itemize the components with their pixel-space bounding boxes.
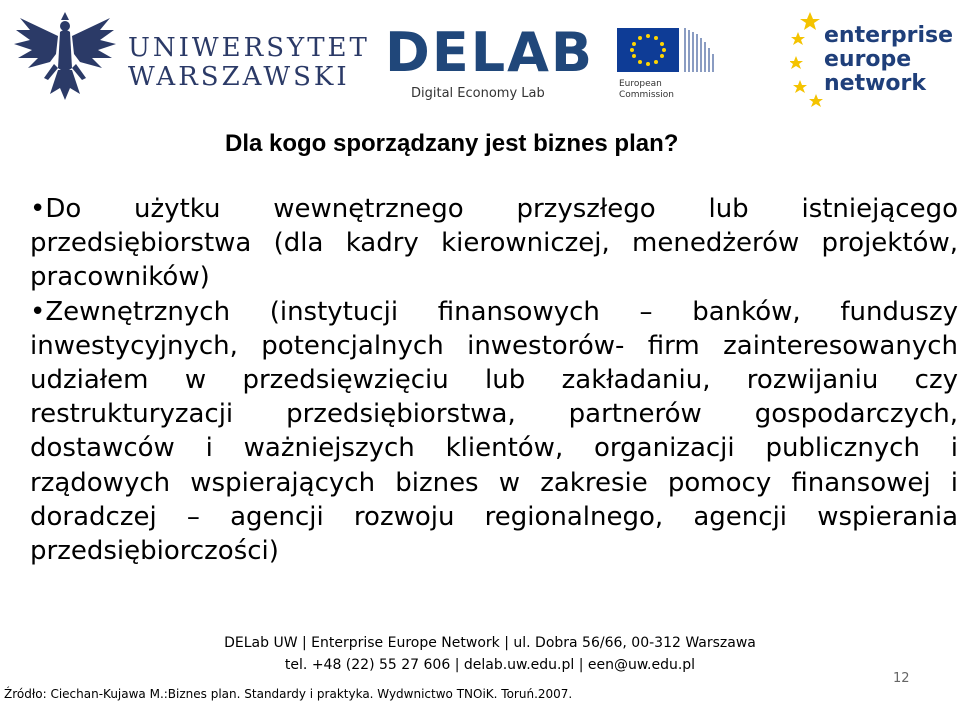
eu-flag-icon: [615, 24, 725, 104]
slide-title: Dla kogo sporządzany jest biznes plan?: [225, 130, 679, 157]
bullet-text: Do użytku wewnętrznego przyszłego lub istniejącego przedsiębiorstwa (dla kadry kierowniczej, menedżerów projektów, pracowników): [30, 194, 958, 293]
footer-contact: [200, 632, 780, 676]
footer-line2: tel. +48 (22) 55 27 606 | delab.uw.edu.pl | een@uw.edu.pl: [284, 657, 696, 673]
delab-subtitle: Digital Economy Lab: [411, 86, 545, 101]
enterprise-europe-network-logo: [790, 10, 960, 110]
european-commission-logo: [615, 24, 725, 104]
bullet-text: Zewnętrznych (instytucji finansowych – banków, funduszy inwestycyjnych, potencjalnych inwestorów- firm zainteresowanych udziałem w przedsięwzięciu lub zakładaniu, rozwijaniu czy restrukturyzacji przedsiębiorstwa, partnerów gospodarczych, dostawców i ważniejszych klientów, organizacji publicznych i rządowych wspierających biznes w zakresie pomocy finansowej i doradczej – agencji rozwoju regionalnego, agencji wspierania przedsiębiorczości): [30, 296, 958, 567]
delab-wordmark: DELAB: [385, 21, 595, 84]
bullet-item: •Do użytku wewnętrznego przyszłego lub istniejącego przedsiębiorstwa (dla kadry kierowniczej, menedżerów projektów, pracowników): [30, 194, 958, 293]
een-line2: europe: [824, 46, 912, 72]
uw-wordmark: [128, 34, 370, 91]
een-line3: network: [824, 70, 927, 96]
een-wordmark: [824, 24, 953, 95]
een-line1: enterprise: [824, 23, 954, 48]
uw-eagle-icon: [10, 4, 120, 114]
ec-line2: Commission: [619, 90, 674, 100]
uw-line2: WARSZAWSKI: [128, 61, 350, 92]
bullet-item: •Zewnętrznych (instytucji finansowych – banków, funduszy inwestycyjnych, potencjalnych inwestorów- firm zainteresowanych udziałem w przedsięwzięciu lub zakładaniu, rozwijaniu czy restrukturyzacji przedsiębiorstwa, partnerów gospodarczych, dostawców i ważniejszych klientów, organizacji publicznych i rządowych wspierających biznes w zakresie pomocy finansowej i doradczej – agencji rozwoju regionalnego, agencji wspierania przedsiębiorczości): [30, 296, 958, 567]
delab-logo: [385, 21, 595, 106]
source-citation: Źródło: Ciechan-Kujawa M.:Biznes plan. Standardy i praktyka. Wydwnictwo TNOiK. Toruń.2007.: [4, 687, 573, 701]
logo-bar: [0, 0, 960, 120]
footer-line1: DELab UW | Enterprise Europe Network | ul. Dobra 56/66, 00-312 Warszawa: [224, 635, 756, 651]
page-number: 12: [893, 671, 910, 686]
ec-line1: European: [619, 79, 662, 89]
uw-logo: [10, 4, 370, 114]
bullet-list: [30, 192, 958, 568]
uw-line1: UNIWERSYTET: [128, 33, 370, 63]
